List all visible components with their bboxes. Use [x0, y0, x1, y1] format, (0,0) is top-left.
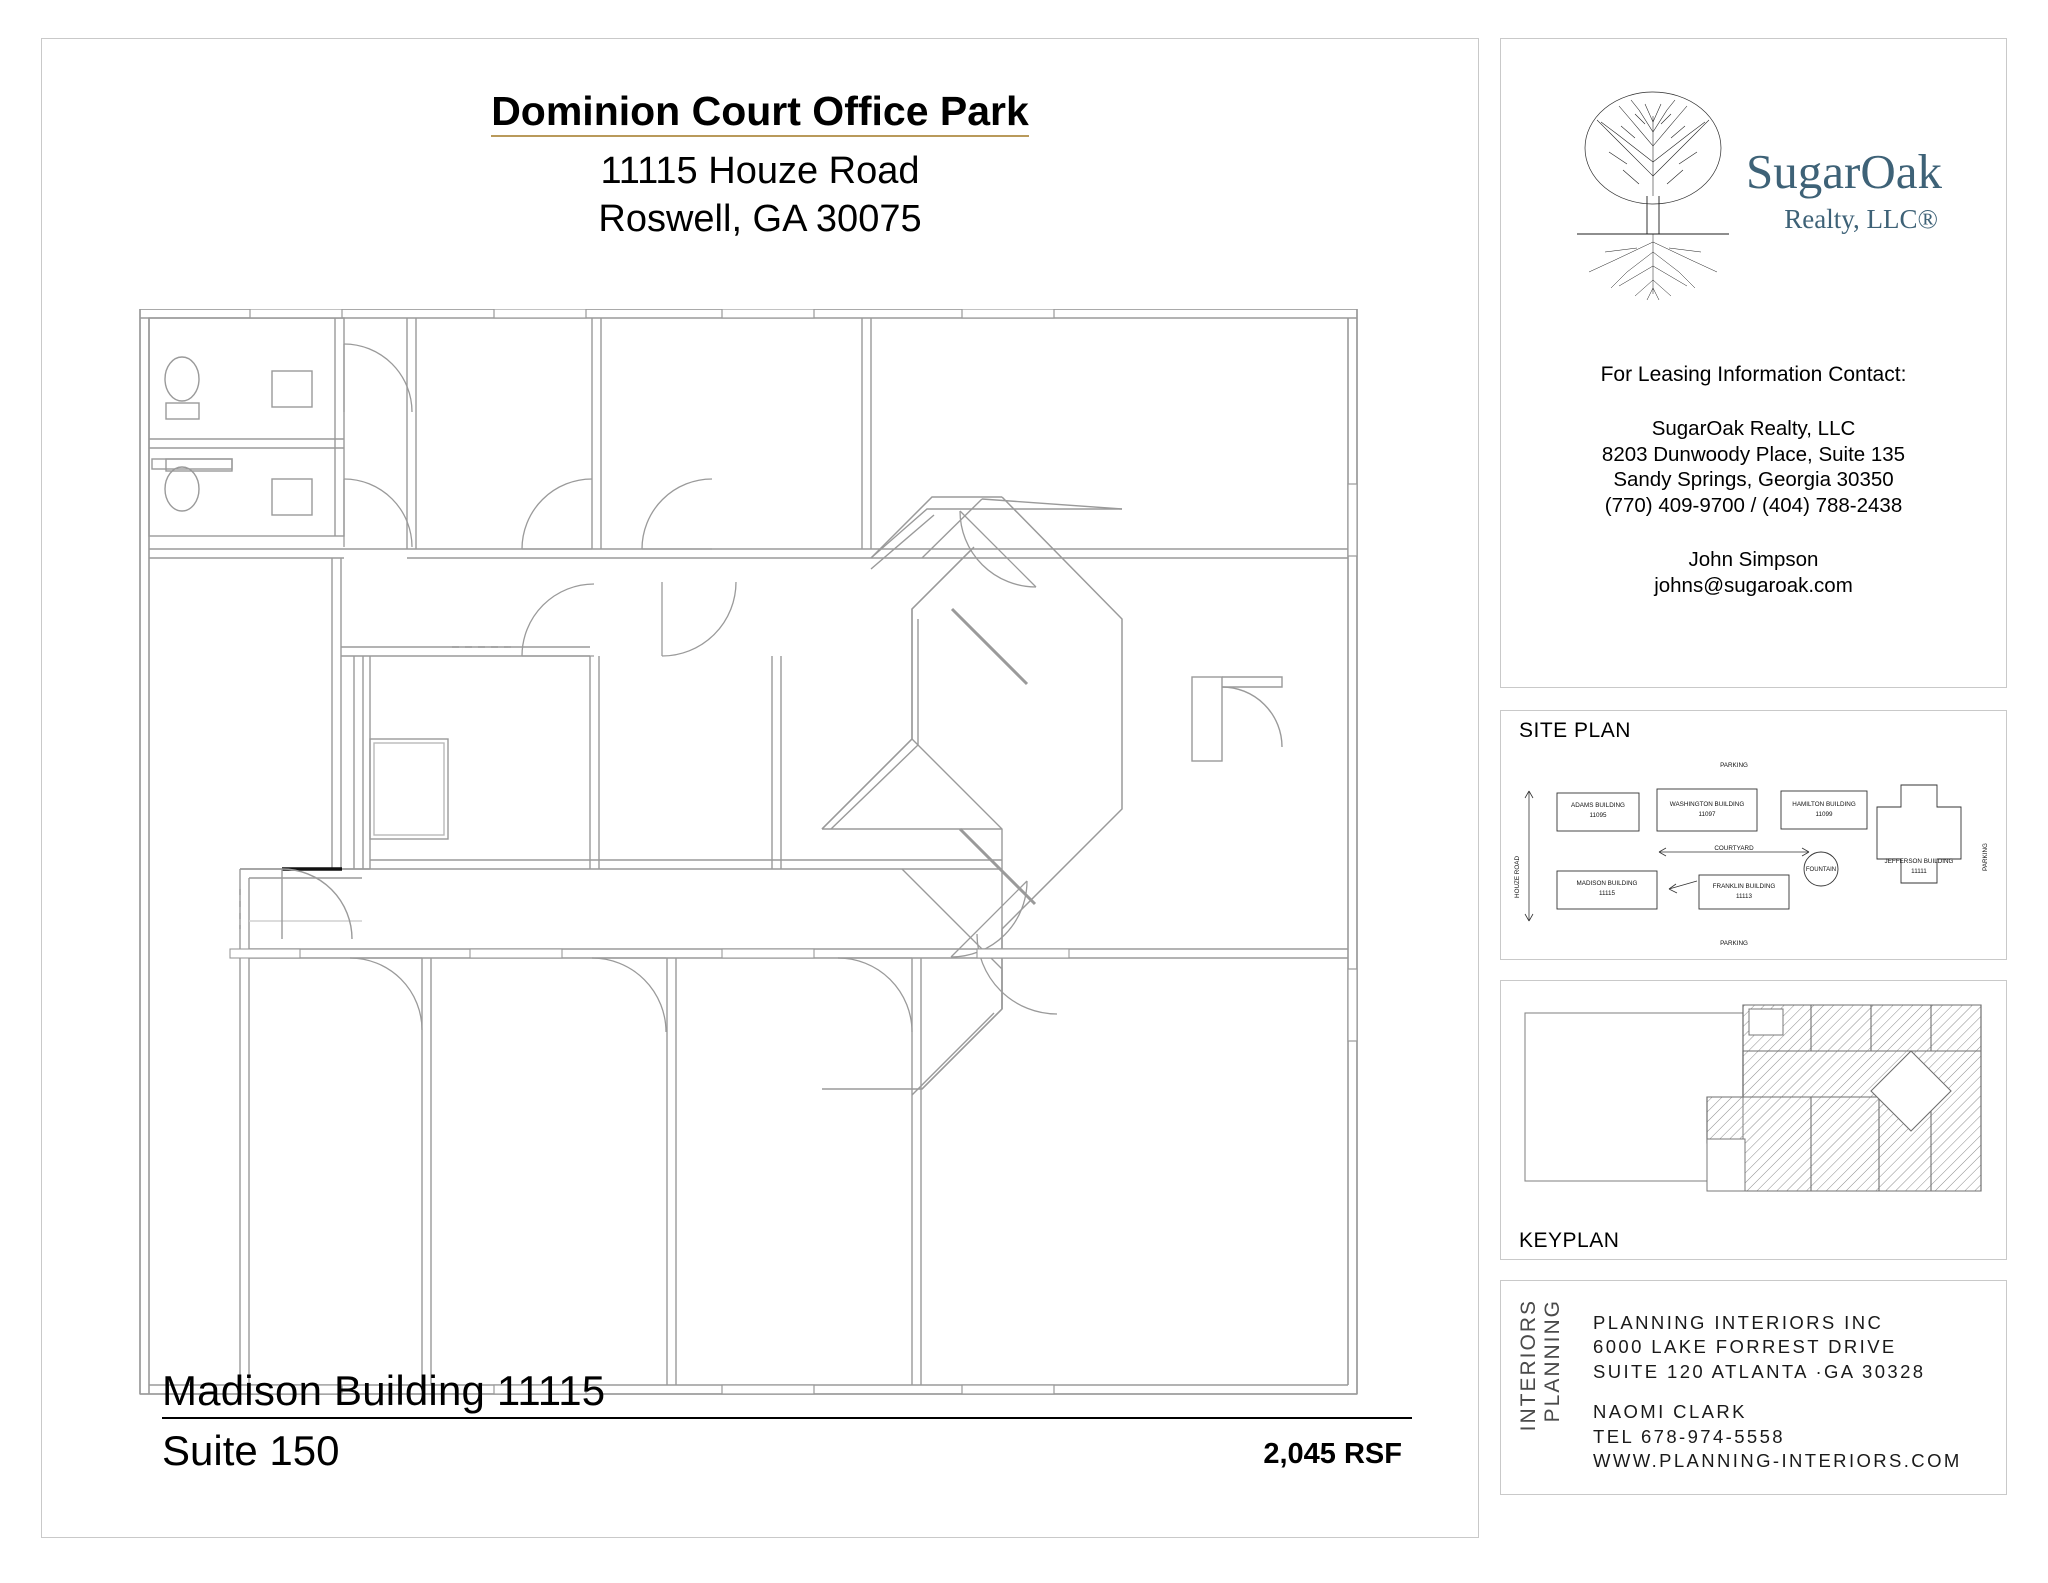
logo-sub: Realty, LLC® [1784, 204, 1938, 234]
site-plan-label: SITE PLAN [1519, 719, 1631, 742]
keyplan-label: KEYPLAN [1519, 1229, 1620, 1252]
contact-city: Sandy Springs, Georgia 30350 [1613, 468, 1894, 491]
pi-tel: TEL 678-974-5558 [1593, 1425, 1785, 1447]
planning-interiors-details [1593, 1311, 1962, 1473]
page-title: Dominion Court Office Park [491, 89, 1029, 137]
contact-heading: For Leasing Information Contact: [1600, 363, 1907, 386]
site-plan-diagram [1509, 749, 1999, 959]
site-building-1-name: WASHINGTON BUILDING [1669, 801, 1745, 808]
contact-street: 8203 Dunwoody Place, Suite 135 [1601, 442, 1906, 466]
site-building-4-name: MADISON BUILDING [1576, 880, 1638, 887]
site-building-1-number: 11097 [1698, 811, 1716, 818]
site-building-3-number: 11111 [1911, 868, 1927, 875]
site-building-0-number: 11095 [1589, 812, 1607, 819]
site-courtyard-label: COURTYARD [1714, 845, 1754, 852]
site-building-2-number: 11099 [1815, 811, 1833, 818]
site-building-5-number: 11113 [1735, 893, 1753, 900]
caption-divider [162, 1417, 1412, 1419]
site-parking-right: PARKING [1982, 843, 1989, 871]
pi-vertical-line-1: PLANNING [1541, 1299, 1564, 1423]
main-plan-panel [41, 38, 1479, 1538]
contact-email[interactable]: johns@sugaroak.com [1654, 573, 1853, 597]
caption-building: Madison Building 11115 [162, 1367, 606, 1414]
pi-address-1: 6000 LAKE FORREST DRIVE [1593, 1336, 1897, 1358]
title-block [42, 89, 1478, 241]
contact-person: John Simpson [1688, 548, 1819, 571]
site-building-3-name: JEFFERSON BUILDING [1884, 858, 1954, 865]
plan-caption [162, 1367, 1422, 1475]
caption-suite: Suite 150 [162, 1427, 340, 1474]
address-line-2: Roswell, GA 30075 [598, 198, 922, 241]
pi-vertical-line-2: INTERIORS [1517, 1299, 1540, 1432]
planning-interiors-vertical-logo [1515, 1299, 1585, 1479]
site-parking-top: PARKING [1720, 762, 1748, 769]
keyplan-box [1500, 980, 2007, 1260]
site-fountain-label: FOUNTAIN [1805, 867, 1837, 873]
oak-tree-icon [1565, 76, 1740, 306]
floor-plan-drawing [122, 309, 1412, 1439]
site-building-2-name: HAMILTON BUILDING [1792, 801, 1856, 808]
site-building-5-name: FRANKLIN BUILDING [1712, 883, 1776, 890]
pi-address-2: SUITE 120 ATLANTA ·GA 30328 [1593, 1360, 1926, 1382]
caption-area: 2,045 RSF [1263, 1438, 1402, 1470]
leasing-contact-box [1500, 38, 2007, 688]
address-line-1: 11115 Houze Road [600, 150, 920, 193]
site-plan-box [1500, 710, 2007, 960]
pi-web[interactable]: WWW.PLANNING-INTERIORS.COM [1593, 1450, 1962, 1472]
contact-phones: (770) 409-9700 / (404) 788-2438 [1604, 493, 1903, 517]
pi-contact-name: NAOMI CLARK [1593, 1401, 1747, 1423]
sugaroak-logo [1501, 61, 2006, 321]
logo-wordmark [1746, 144, 1942, 235]
contact-details [1501, 359, 2006, 601]
logo-name: SugarOak [1746, 144, 1942, 199]
site-building-0-name: ADAMS BUILDING [1571, 802, 1625, 809]
pi-name: PLANNING INTERIORS INC [1593, 1312, 1884, 1333]
site-road-label: HOUZE ROAD [1514, 856, 1521, 898]
site-building-4-number: 11115 [1598, 890, 1616, 897]
right-sidebar [1500, 38, 2007, 1495]
keyplan-diagram [1511, 991, 1996, 1228]
contact-company: SugarOak Realty, LLC [1651, 417, 1856, 440]
planning-interiors-box [1500, 1280, 2007, 1495]
site-parking-bottom: PARKING [1720, 940, 1748, 947]
